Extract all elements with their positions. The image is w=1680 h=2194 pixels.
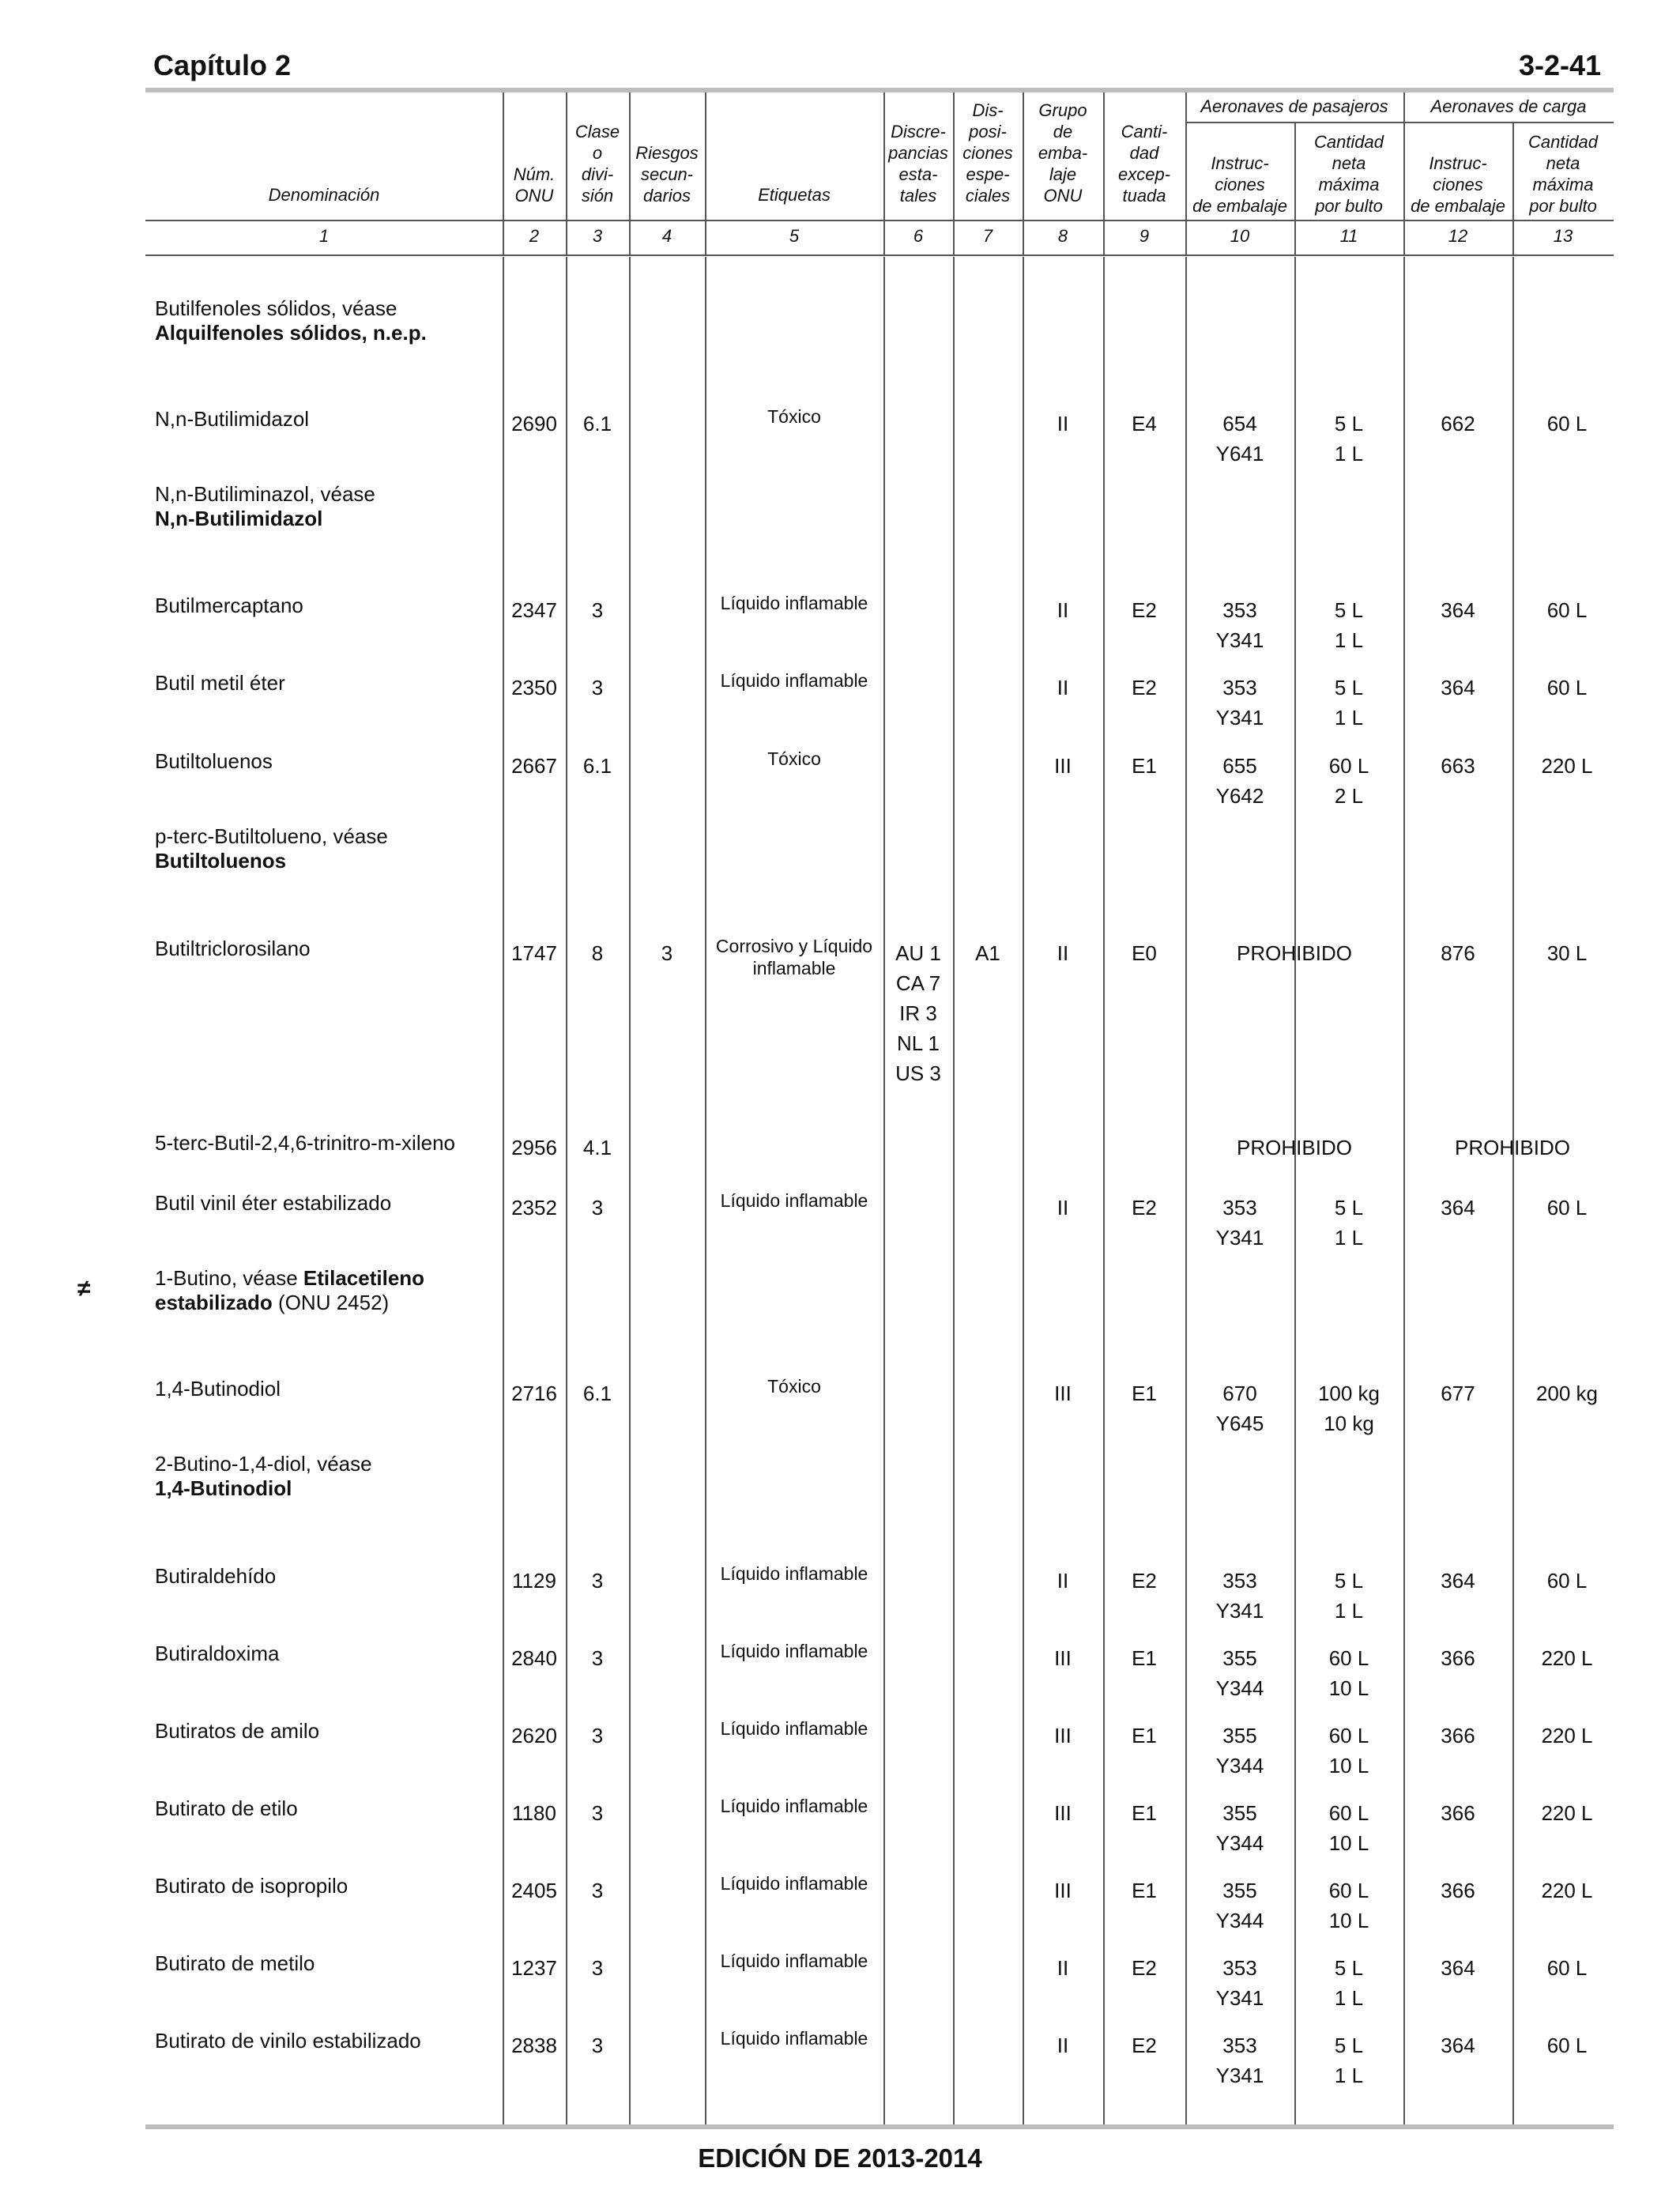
body-col-line — [1103, 257, 1105, 2124]
col-heading-class: Clase o divi- sión — [574, 122, 620, 205]
col-number: 2 — [529, 226, 540, 246]
col-heading-un: Núm. ONU — [513, 164, 556, 205]
col-heading-cargo-qty: Cantidad neta máxima por bulto — [1527, 132, 1599, 216]
change-mark: ≠ — [77, 1276, 91, 1302]
col-heading-excepted-qty: Canti- dad excep- tuada — [1117, 122, 1171, 205]
body-col-line — [953, 257, 955, 2124]
col-heading-subsidiary: Riesgos secun- darios — [635, 143, 699, 205]
page-header — [145, 44, 1601, 84]
col-number: 10 — [1230, 226, 1250, 246]
group-divider — [1185, 122, 1614, 123]
body-col-line — [566, 257, 567, 2124]
body-col-line — [1023, 257, 1024, 2124]
header-divider — [145, 220, 1614, 221]
table-header — [145, 92, 1614, 257]
col-number: 3 — [592, 226, 603, 246]
body-col-line — [1512, 257, 1514, 2124]
col-heading-passenger-pi: Instruc- ciones de embalaje — [1192, 153, 1287, 216]
col-heading-special-provisions: Dis- posi- ciones espe- ciales — [962, 100, 1013, 205]
col-number: 4 — [661, 226, 672, 246]
col-heading-passenger-qty: Cantidad neta máxima por bulto — [1313, 132, 1384, 216]
col-number: 9 — [1139, 226, 1150, 246]
col-number: 7 — [982, 226, 993, 246]
body-col-line — [629, 257, 631, 2124]
col-number: 1 — [318, 226, 330, 246]
col-heading-labels: Etiquetas — [758, 185, 831, 205]
col-heading-name: Denominación — [268, 185, 380, 205]
col-number: 13 — [1553, 226, 1573, 246]
col-heading-packing-group: Grupo de emba- laje ONU — [1038, 100, 1088, 205]
state-variations: AU 1 CA 7 IR 3 NL 1 US 3 — [895, 941, 941, 1085]
body-col-line — [1403, 257, 1405, 2124]
col-number: 5 — [789, 226, 800, 246]
header-bottom-line — [145, 254, 1614, 256]
col-heading-cargo-pi: Instruc- ciones de embalaje — [1411, 153, 1505, 216]
col-number: 8 — [1057, 226, 1068, 246]
chapter-title: Capítulo 2 — [153, 49, 292, 81]
col-number: 6 — [913, 226, 924, 246]
cargo-aircraft-heading: Aeronaves de carga — [1430, 96, 1587, 116]
footer-rule — [145, 2124, 1614, 2129]
page-number: 3-2-41 — [1518, 49, 1601, 81]
edition-footer: EDICIÓN DE 2013-2014 — [698, 2143, 982, 2173]
col-number: 12 — [1448, 226, 1468, 246]
table-body: Butilfenoles sólidos, véase Alquilfenoles sólidos, n.e.p. N,n-Butilimidazol 2690 6.1 Tóxico II E4 654 Y641 5 L 1 L 662 60 L N,n-Butiliminazol, véase N,n-Butilimidazol Butilmercaptano 2347 3 Líquido inflamable II E2 353 Y341 5 L 1 L 364 60 L Butil metil éter 2350 3 Líquido inflamable II E2 353 Y341 5 L 1 L 364 60 L Butiltoluenos 2667 6.1 Tóxico III E1 655 Y642 60 L 2 L 663 220 L p-terc-Butiltolueno, véase Butiltoluenos Butiltriclorosilano 1747 8 3 Corrosivo y Líquido inflamable AU 1 CA 7 IR 3 NL 1 US 3 A1 II E0 PROHIBIDO 876 30 L 5-terc-Butil-2,4,6-trinitro-m-xileno 2956 4.1 PROHIBIDO PROHIBIDO Butil vinil éter estabilizado 2352 3 Líquido inflamable II E2 353 Y341 5 L 1 L 364 60 L 1-Butino, véase Etilacetileno estabilizado (ONU 2452) 1,4-Butinodiol 2716 6.1 Tóxico III E1 670 Y645 100 kg 10 kg 677 200 kg 2-Butino-1,4-diol, véase 1,4-Butinodiol Butiraldehído 1129 3 Líquido inflamable II E2 353 Y341 5 L 1 L 364 60 L Butiraldoxima 2840 3 Líquido inflamable III E1 355 Y344 60 L 10 L 366 220 L Butiratos de amilo 2620 3 Líquido inflamable III E1 355 Y344 60 L 10 L 366 220 L Butirato de etilo 1180 3 Líquido inflamable III E1 355 Y344 60 L 10 L 366 220 L Butirato de isopropilo 2405 3 Líquido inflamable III E1 355 Y344 60 L 10 L 366 220 L Butirato de metilo 1237 3 Líquido inflamable II E2 353 Y341 5 L 1 L 364 60 L Butirato de vinilo estabilizado 2838 3 Líquido inflamable II E2 353 Y341 5 L 1 L 364 60 L — [145, 257, 1614, 2124]
col-number: 11 — [1339, 226, 1358, 246]
passenger-aircraft-heading: Aeronaves de pasajeros — [1200, 96, 1388, 116]
col-heading-state-variations: Discre- pancias esta- tales — [888, 122, 948, 205]
body-col-line — [503, 257, 504, 2124]
body-col-line — [883, 257, 885, 2124]
